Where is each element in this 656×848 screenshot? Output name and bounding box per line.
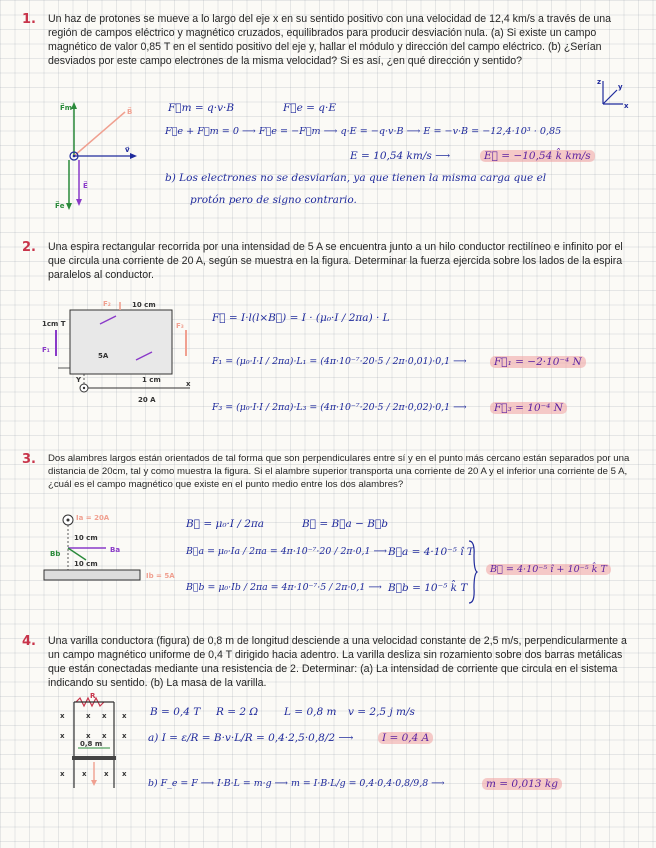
p4-v: v = 2,5 j m/s xyxy=(348,706,415,718)
fm-label: F⃗m xyxy=(60,104,73,112)
problem-1-number: 1. xyxy=(22,12,36,27)
v-label: v⃗ xyxy=(125,146,130,154)
p3-line3: B⃗b = μ₀·Ib / 2πa = 4π·10⁻⁷·5 / 2π·0,1 ⟶ xyxy=(186,582,382,593)
b-label: B⃗ xyxy=(127,108,133,116)
x-mark: x xyxy=(60,732,65,740)
problem-3-statement: Dos alambres largos están orientados de tal forma que son perpendiculares entre sí y en el punto más cercano están separados por una distancia de 20cm, tal y como muestra la figura. Si el alambre superior transporta una corriente de 20 A y el inferior una corriente de 5 A, ¿cuál es el campo magnético que existe en el punto medio entre los dos alambres? xyxy=(48,453,630,490)
bb-label: Bb xyxy=(50,550,61,558)
axis-x-label: x xyxy=(624,102,629,110)
p1-line4: b) Los electrones no se desviarían, ya que tienen la misma carga que el xyxy=(165,172,547,184)
x-mark: x xyxy=(60,712,65,720)
width-label: 10 cm xyxy=(132,301,156,309)
p1-line1a: F⃗m = q·v·B xyxy=(168,102,235,114)
ba-label: Ba xyxy=(110,546,121,554)
p1-line1b: F⃗e = q·E xyxy=(283,102,336,114)
distance-label: 1 cm xyxy=(142,376,161,384)
p3-line1a: B⃗ = μ₀·I / 2πa xyxy=(186,518,265,530)
r-label: R xyxy=(90,692,96,700)
p4-r: R = 2 Ω xyxy=(216,706,259,718)
problem-3-number: 3. xyxy=(22,452,36,467)
p1-line3a: E = 10,54 km/s ⟶ xyxy=(350,150,451,162)
x-label: x xyxy=(186,380,191,388)
d1-label: 10 cm xyxy=(74,534,98,542)
p3-line1b: B⃗ = B⃗a − B⃗b xyxy=(302,518,388,530)
f2-label: F₂ xyxy=(103,300,111,308)
height-label: 1cm T xyxy=(42,320,66,328)
p4-result-m: m = 0,013 kg xyxy=(482,778,562,790)
p2-line3: F₃ = (μ₀·I·I / 2πa)·L₃ = (4π·10⁻⁷·20·5 / 2π·0,02)·0,1 ⟶ xyxy=(212,402,467,413)
problem-4-number: 4. xyxy=(22,634,36,649)
p2-result-f3: F⃗₃ = 10⁻⁴ N xyxy=(490,402,567,414)
p4-line3: b) F_e = F ⟶ I·B·L = m·g ⟶ m = I·B·L/g = 0,4·0,4·0,8/9,8 ⟶ xyxy=(148,778,445,789)
p2-line1: F⃗ = I·l(l×B⃗) = I · (μ₀·I / 2πa) · L xyxy=(212,312,390,324)
x-mark: x xyxy=(102,732,107,740)
p2-line2: F₁ = (μ₀·I·I / 2πa)·L₁ = (4π·10⁻⁷·20·5 / 2π·0,01)·0,1 ⟶ xyxy=(212,356,467,367)
length-label: 0,8 m xyxy=(80,740,103,748)
p4-b: B = 0,4 T xyxy=(150,706,201,718)
x-mark: x xyxy=(104,770,109,778)
problem-4-statement: Una varilla conductora (figura) de 0,8 m de longitud desciende a una velocidad constante de 2,5 m/s, perpendicularmente a un campo magnético uniforme de 0,4 T dirigido hacia adentro. La varilla desliza sin rozamiento sobre dos barras metálicas que están conectadas mediante una resistencia de 2. Determinar: (a) La intensidad de corriente que circula en el sistema indicando su sentido. (b) La masa de la varilla. xyxy=(48,635,627,689)
f3-label: F₃ xyxy=(176,322,184,330)
x-mark: x xyxy=(122,732,127,740)
problem-3-diagram xyxy=(42,510,192,586)
problem-2-statement: Una espira rectangular recorrida por una intensidad de 5 A se encuentra junto a un hilo conductor rectilíneo e infinito por el que circula una corriente de 20 A, según se muestra en la figura. Determinar la fuerza ejercida sobre los lados de la espira paralelos al conductor. xyxy=(48,241,623,281)
f1-label: F₁ xyxy=(42,346,50,354)
x-mark: x xyxy=(60,770,65,778)
current-5a-label: 5A xyxy=(98,352,109,360)
axis-z-label: z xyxy=(597,78,602,86)
p1-result-e: E⃗ = −10,54 k̂ km/s xyxy=(480,150,595,162)
p4-result-i: I = 0,4 A xyxy=(378,732,433,744)
x-mark: x xyxy=(86,712,91,720)
p2-result-f1: F⃗₁ = −2·10⁻⁴ N xyxy=(490,356,586,368)
axis-y-label: y xyxy=(618,83,623,91)
current-20a-label: 20 A xyxy=(138,396,156,404)
x-mark: x xyxy=(122,712,127,720)
ib-label: Ib = 5A xyxy=(146,572,175,580)
problem-1-statement: Un haz de protones se mueve a lo largo del eje x en su sentido positivo con una velocidad de 12,4 km/s a través de una región de campos eléctrico y magnético cruzados, equilibrados para producir desviación nula. (a) Si existe un campo magnético de valor 0,85 T en el sentido positivo del eje y, hallar el módulo y dirección del campo eléctrico. (b) ¿Serían desviados por este campo electrones de la misma velocidad? Si es así, ¿en qué dirección y sentido? xyxy=(48,13,611,67)
axes-icon xyxy=(595,78,635,112)
p3-result-b: B⃗ = 4·10⁻⁵ î + 10⁻⁵ k̂ T xyxy=(486,564,611,575)
p1-line5: protón pero de signo contrario. xyxy=(190,194,357,206)
ia-label: Ia = 20A xyxy=(76,514,110,522)
problem-2-number: 2. xyxy=(22,240,36,255)
x-mark: x xyxy=(86,732,91,740)
p3-result-bb: B⃗b = 10⁻⁵ k̂ T xyxy=(388,582,468,594)
problem-2-diagram xyxy=(40,300,190,408)
problem-4-diagram xyxy=(56,692,136,796)
x-mark: x xyxy=(122,770,127,778)
fe-label: F⃗e xyxy=(55,202,65,210)
p4-line2: a) I = ε/R = B·v·L/R = 0,4·2,5·0,8/2 ⟶ xyxy=(148,732,354,744)
p4-l: L = 0,8 m xyxy=(284,706,337,718)
y-label: Y xyxy=(76,376,82,384)
brace-icon xyxy=(468,540,478,604)
d2-label: 10 cm xyxy=(74,560,98,568)
p3-line2: B⃗a = μ₀·Ia / 2πa = 4π·10⁻⁷·20 / 2π·0,1 ⟶ xyxy=(186,546,387,557)
problem-1-diagram xyxy=(55,98,150,216)
x-mark: x xyxy=(82,770,87,778)
p1-line2: F⃗e + F⃗m = 0 ⟶ F⃗e = −F⃗m ⟶ q·E = −q·v·B ⟶ E = −v·B = −12,4·10³ · 0,85 xyxy=(165,126,562,137)
e-label: E⃗ xyxy=(83,182,88,190)
x-mark: x xyxy=(102,712,107,720)
p3-result-ba: B⃗a = 4·10⁻⁵ î T xyxy=(388,546,474,558)
